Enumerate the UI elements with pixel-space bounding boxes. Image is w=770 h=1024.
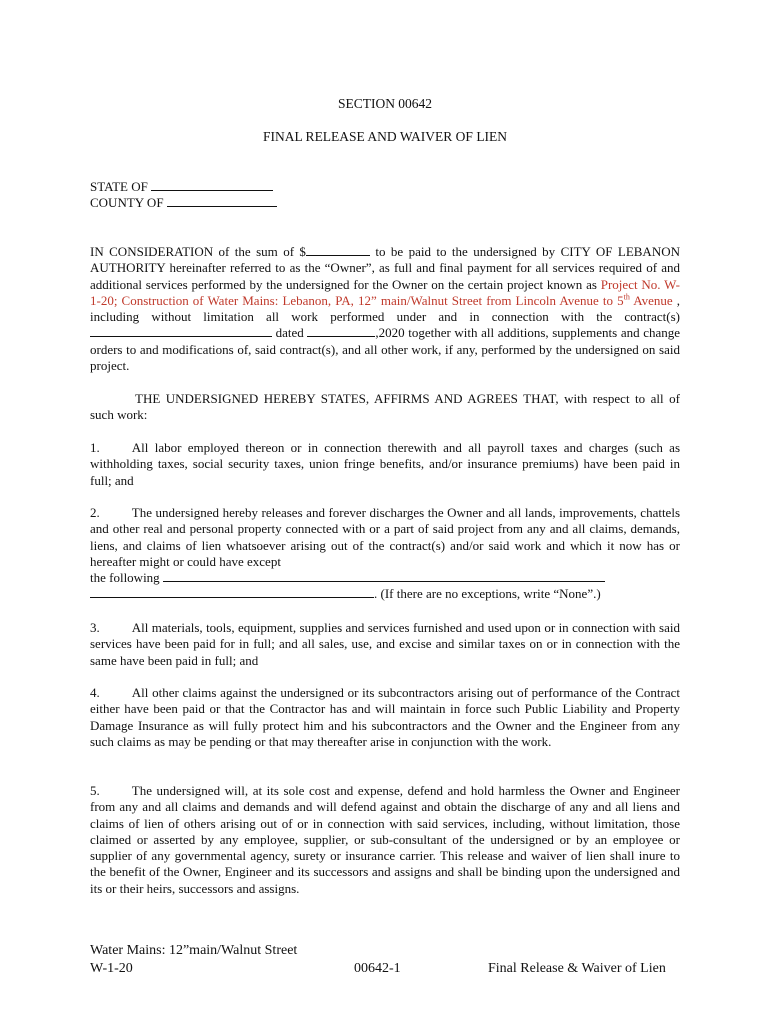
project-description: Project No. W-1-20; Construction of Water Mains: Lebanon, PA, 12” main/Walnut Street from Lincoln Avenue to 5 bbox=[90, 276, 681, 308]
project-superscript: th bbox=[623, 292, 630, 302]
county-blank bbox=[167, 195, 277, 207]
item-number: 2. bbox=[90, 505, 100, 520]
affirm-text: THE UNDERSIGNED HEREBY STATES, AFFIRMS AND AGREES THAT, with respect to all of such work: bbox=[90, 391, 680, 423]
consideration-text-3: , including without limitation all work performed under and in connection with the contract(s) bbox=[90, 292, 681, 325]
footer-project-line: Water Mains: 12”main/Walnut Street bbox=[90, 943, 298, 958]
item-5 bbox=[90, 783, 680, 897]
item-3 bbox=[90, 620, 680, 669]
item-number: 4. bbox=[90, 685, 100, 700]
affirm-paragraph bbox=[90, 391, 680, 424]
item-number: 3. bbox=[90, 620, 100, 635]
document-title: FINAL RELEASE AND WAIVER OF LIEN bbox=[262, 129, 508, 144]
consideration-text-4: ,2020 together with all additions, supplements and change orders to and modifications of, said contract(s), and all other work, if any, performed by the undersigned on said project. bbox=[90, 325, 681, 374]
footer-project-code: W-1-20 bbox=[90, 961, 133, 976]
item-4 bbox=[90, 685, 680, 750]
item-text: The undersigned hereby releases and forever discharges the Owner and all lands, improvements, chattels and other real and personal property connected with or a part of said project from any and all claims, demands, liens, and claims of lien whatsoever arising out of the contract(s) and/or said work and which it now has or hereafter might or could have except bbox=[90, 505, 680, 569]
sum-blank bbox=[306, 244, 370, 256]
consideration-paragraph bbox=[90, 244, 680, 374]
following-label: the following bbox=[90, 570, 160, 586]
state-label: STATE OF bbox=[90, 179, 148, 194]
exceptions-blank-1 bbox=[163, 570, 605, 582]
state-blank bbox=[151, 179, 273, 191]
location-block bbox=[90, 179, 680, 212]
contract-blank bbox=[90, 325, 272, 337]
none-note: . (If there are no exceptions, write “None”.) bbox=[374, 586, 601, 602]
county-label: COUNTY OF bbox=[90, 195, 164, 211]
item-text: All materials, tools, equipment, supplies and services furnished and used upon or in connection with said services have been paid for in full; and all sales, use, and excise and similar taxes on or in connection with the same have been paid in full; and bbox=[90, 620, 680, 668]
item-text: All labor employed thereon or in connection therewith and all payroll taxes and charges (such as withholding taxes, social security taxes, union fringe benefits, and/or insurance premiums) have been paid in full; and bbox=[90, 440, 680, 488]
footer-page-number: 00642-1 bbox=[354, 961, 401, 976]
item-2 bbox=[90, 505, 680, 603]
item-number: 5. bbox=[90, 783, 100, 798]
dated-label: dated bbox=[272, 325, 308, 341]
consideration-text-2: to be paid to the undersigned by CITY OF LEBANON AUTHORITY hereinafter referred to as the “Owner”, as full and final payment for all services required of and additional services performed by the undersigned for the Owner on the certain project known as bbox=[90, 244, 680, 292]
item-1 bbox=[90, 440, 680, 489]
consideration-text-1: IN CONSIDERATION of the sum of $ bbox=[90, 244, 306, 259]
item-text: The undersigned will, at its sole cost and expense, defend and hold harmless the Owner and Engineer from any and all claims and demands and will defend against and obtain the discharge of any and all liens and claims of lien of others arising out of or in connection with said services, including, without limitation, those claimed or asserted by any employee, supplier, or sub-consultant of the undersigned or by an employee or supplier of any governmental agency, surety or insurance carrier. This release and waiver of lien shall inure to the benefit of the Owner, Engineer and its successors and assigns and shall be binding upon the undersigned and its or their heirs, successors and assigns. bbox=[90, 783, 680, 896]
exceptions-blank-2 bbox=[90, 586, 374, 598]
footer-doc-title: Final Release & Waiver of Lien bbox=[488, 961, 666, 976]
section-heading: SECTION 00642 bbox=[337, 96, 433, 111]
project-description-end: Avenue bbox=[629, 292, 673, 308]
date-blank bbox=[307, 325, 375, 337]
item-text: All other claims against the undersigned or its subcontractors arising out of performance of the Contract either have been paid or that the Contractor has and will maintain in force such Public Liability and Property Damage Insurance as will fully protect him and his subcontractors and the Owner and the Engineer from any such claims as may be pending or that may thereafter arise in conjunction with the work. bbox=[90, 685, 680, 749]
item-number: 1. bbox=[90, 440, 100, 455]
